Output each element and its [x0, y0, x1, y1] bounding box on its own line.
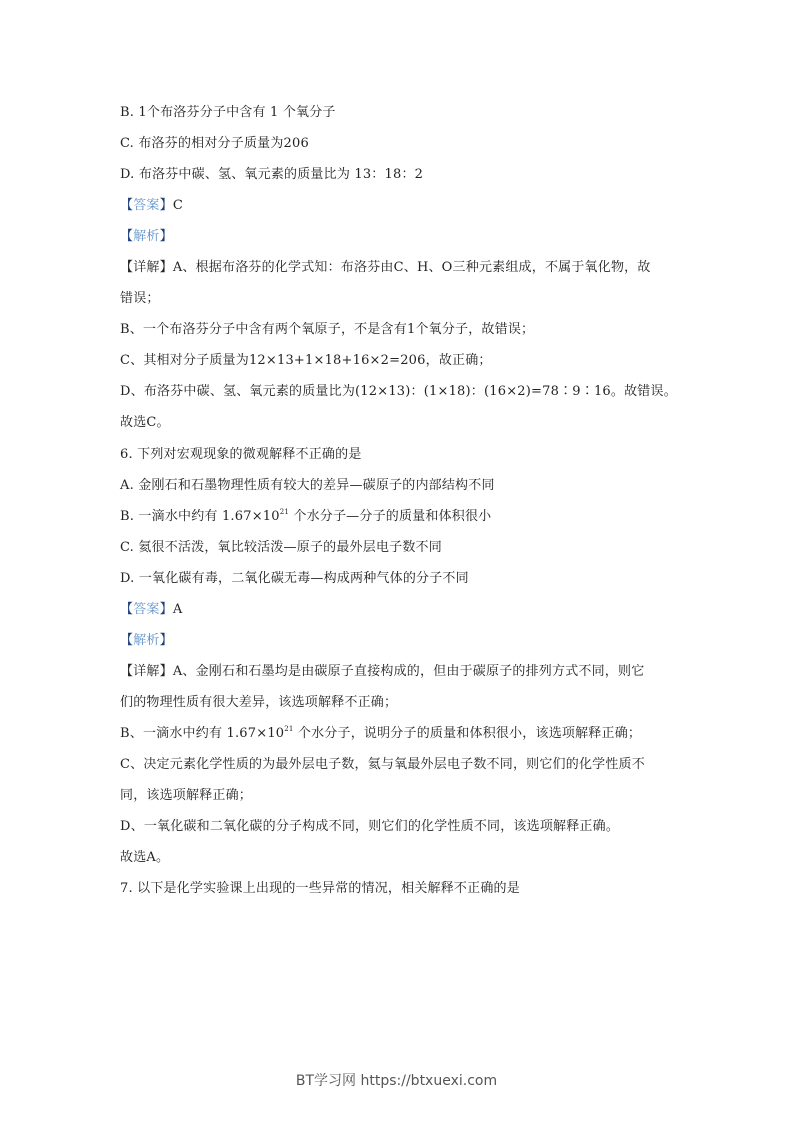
q5-option-c: C. 布洛芬的相对分子质量为206: [120, 136, 309, 151]
exponent: 21: [284, 725, 294, 733]
option-b-text-rest: 个水分子—分子的质量和体积很小: [289, 509, 492, 524]
q6-option-a: A. 金刚石和石墨物理性质有较大的差异—碳原子的内部结构不同: [120, 478, 495, 493]
exponent: 21: [279, 508, 290, 516]
q6-option-b: [120, 507, 491, 527]
detail-b-text: B、一滴水中约有 1.67×10: [120, 726, 285, 741]
bracket-open: 【: [120, 229, 134, 244]
option-b-text: B. 一滴水中约有 1.67×10: [120, 509, 280, 524]
q6-option-c: C. 氦很不活泼，氧比较活泼—原子的最外层电子数不同: [120, 540, 442, 555]
detail-b-text-rest: 个水分子，说明分子的质量和体积很小，该选项解释正确；: [293, 726, 642, 741]
bracket-close: 】: [159, 198, 173, 213]
bracket-close: 】: [159, 602, 173, 617]
q6-option-d: D. 一氧化碳有毒，二氧化碳无毒—构成两种气体的分子不同: [120, 571, 469, 586]
bracket-open: 【: [120, 633, 134, 648]
q6-detail-a-2: 们的物理性质有很大差异，该选项解释不正确；: [120, 695, 398, 710]
detail-text: A、根据布洛芬的化学式知：布洛芬由C、H、O三种元素组成，不属于氧化物，故: [172, 260, 651, 275]
q5-detail-line-5: D、布洛芬中碳、氢、氧元素的质量比为(12×13)：(1×18)：(16×2)=78∶9∶16。故错误。: [120, 384, 677, 399]
q5-detail-line-1: [120, 258, 651, 278]
q6-detail-c-2: 同，该选项解释正确；: [120, 788, 253, 803]
detail-label: 【详解】: [120, 260, 173, 275]
detail-label: 【详解】: [120, 664, 173, 679]
q6-analysis-heading: [120, 631, 173, 651]
analysis-label: 解析: [133, 633, 160, 648]
q5-analysis-heading: [120, 227, 173, 247]
answer-value: A: [172, 602, 183, 617]
q5-option-d: D. 布洛芬中碳、氢、氧元素的质量比为 13：18：2: [120, 167, 424, 182]
q6-conclusion: 故选A。: [120, 850, 170, 865]
q5-answer: [120, 196, 183, 216]
q5-detail-line-3: B、一个布洛芬分子中含有两个氧原子，不是含有1个氧分子，故错误；: [120, 322, 535, 337]
answer-label: 答案: [133, 602, 160, 617]
detail-text: A、金刚石和石墨均是由碳原子直接构成的，但由于碳原子的排列方式不同，则它: [172, 664, 645, 679]
q6-answer: [120, 600, 182, 620]
q6-stem: 6. 下列对宏观现象的微观解释不正确的是: [120, 447, 362, 462]
bracket-close: 】: [159, 229, 173, 244]
analysis-label: 解析: [133, 229, 160, 244]
q6-detail-c-1: C、决定元素化学性质的为最外层电子数，氦与氧最外层电子数不同，则它们的化学性质不: [120, 757, 645, 772]
q5-detail-line-4: C、其相对分子质量为12×13+1×18+16×2=206，故正确；: [120, 353, 492, 368]
footer-watermark: BT学习网 https://btxuexi.com: [295, 1073, 498, 1089]
q5-conclusion: 故选C。: [120, 415, 170, 430]
answer-value: C: [172, 198, 183, 213]
q5-option-b: B. 1个布洛芬分子中含有 1 个氧分子: [120, 105, 336, 120]
q7-stem: 7. 以下是化学实验课上出现的一些异常的情况，相关解释不正确的是: [120, 881, 520, 896]
q6-detail-d: D、一氧化碳和二氧化碳的分子构成不同，则它们的化学性质不同，该选项解释正确。: [120, 819, 620, 834]
answer-label: 答案: [133, 198, 160, 213]
q6-detail-a-1: [120, 662, 644, 682]
q5-detail-line-2: 错误；: [120, 291, 160, 306]
bracket-close: 】: [159, 633, 173, 648]
bracket-open: 【: [120, 198, 134, 213]
bracket-open: 【: [120, 602, 134, 617]
q6-detail-b: [120, 724, 641, 744]
